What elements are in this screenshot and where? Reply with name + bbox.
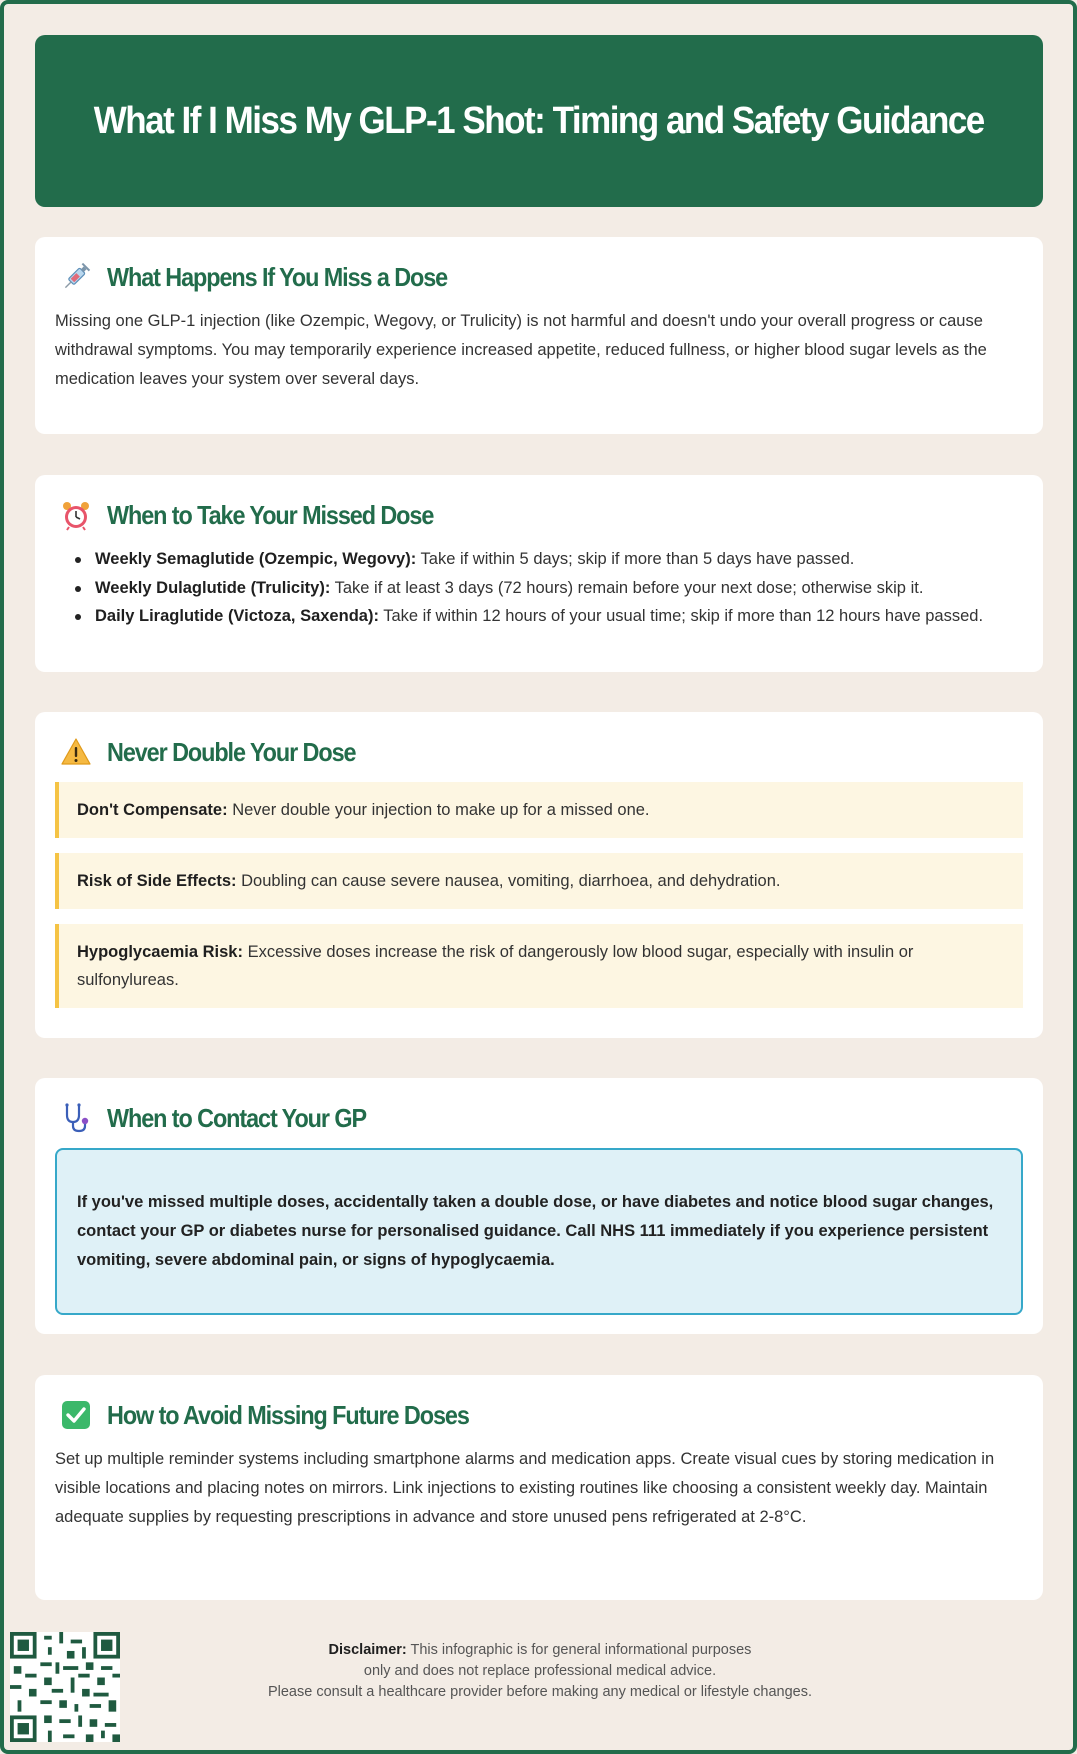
check-mark-icon bbox=[59, 1398, 93, 1432]
section-title: What Happens If You Miss a Dose bbox=[107, 261, 448, 292]
warning-box: Risk of Side Effects: Doubling can cause severe nausea, vomiting, diarrhoea, and dehydration. bbox=[55, 853, 1023, 909]
section-title: When to Contact Your GP bbox=[107, 1102, 366, 1133]
page-title: What If I Miss My GLP-1 Shot: Timing and Safety Guidance bbox=[93, 99, 985, 142]
section-when-to-take bbox=[35, 475, 1043, 672]
stethoscope-icon bbox=[59, 1101, 93, 1135]
section-text: Missing one GLP-1 injection (like Ozempic, Wegovy, or Trulicity) is not harmful and doesn't undo your overall progress or cause withdrawal symptoms. You may temporarily experience increased appetite, reduced fullness, or higher blood sugar levels as the medication leaves your system over several days. bbox=[55, 312, 987, 388]
alarm-clock-icon bbox=[59, 498, 93, 532]
list-item: Daily Liraglutide (Victoza, Saxenda): Take if within 12 hours of your usual time; skip if more than 12 hours have passed. bbox=[75, 602, 1023, 631]
section-contact-gp bbox=[35, 1078, 1043, 1334]
header-banner bbox=[35, 35, 1043, 207]
warning-box: Don't Compensate: Never double your injection to make up for a missed one. bbox=[55, 782, 1023, 838]
warning-box: Hypoglycaemia Risk: Excessive doses increase the risk of dangerously low blood sugar, especially with insulin or sulfonylureas. bbox=[55, 924, 1023, 1008]
section-what-happens bbox=[35, 237, 1043, 434]
section-avoid-missing bbox=[35, 1375, 1043, 1600]
section-title: How to Avoid Missing Future Doses bbox=[107, 1399, 469, 1430]
list-item: Weekly Semaglutide (Ozempic, Wegovy): Take if within 5 days; skip if more than 5 days have passed. bbox=[75, 545, 1023, 574]
contact-info-box: If you've missed multiple doses, accidentally taken a double dose, or have diabetes and notice blood sugar changes, contact your GP or diabetes nurse for personalised guidance. Call NHS 111 immediately if you experience persistent vomiting, severe abdominal pain, or signs of hypoglycaemia. bbox=[55, 1148, 1023, 1315]
warning-icon bbox=[59, 735, 93, 769]
section-title: Never Double Your Dose bbox=[107, 736, 356, 767]
qr-code bbox=[10, 1632, 120, 1742]
disclaimer-label: Disclaimer: bbox=[328, 1642, 407, 1658]
list-item: Weekly Dulaglutide (Trulicity): Take if at least 3 days (72 hours) remain before your next dose; otherwise skip it. bbox=[75, 574, 1023, 603]
section-text: Set up multiple reminder systems including smartphone alarms and medication apps. Create visual cues by storing medication in visible locations and placing notes on mirrors. Link injections to existing routines like choosing a consistent weekly day. Maintain adequate supplies by requesting prescriptions in advance and store unused pens refrigerated at 2-8°C. bbox=[55, 1450, 995, 1526]
disclaimer: Disclaimer: This infographic is for general informational purposes only and does not replace professional medical advice. Please consult a healthcare provider before making any medical or lifestyle changes. bbox=[267, 1642, 813, 1700]
syringe-icon bbox=[59, 260, 93, 294]
section-never-double bbox=[35, 712, 1043, 1038]
section-title: When to Take Your Missed Dose bbox=[107, 499, 434, 530]
dose-timing-list bbox=[55, 545, 1023, 631]
